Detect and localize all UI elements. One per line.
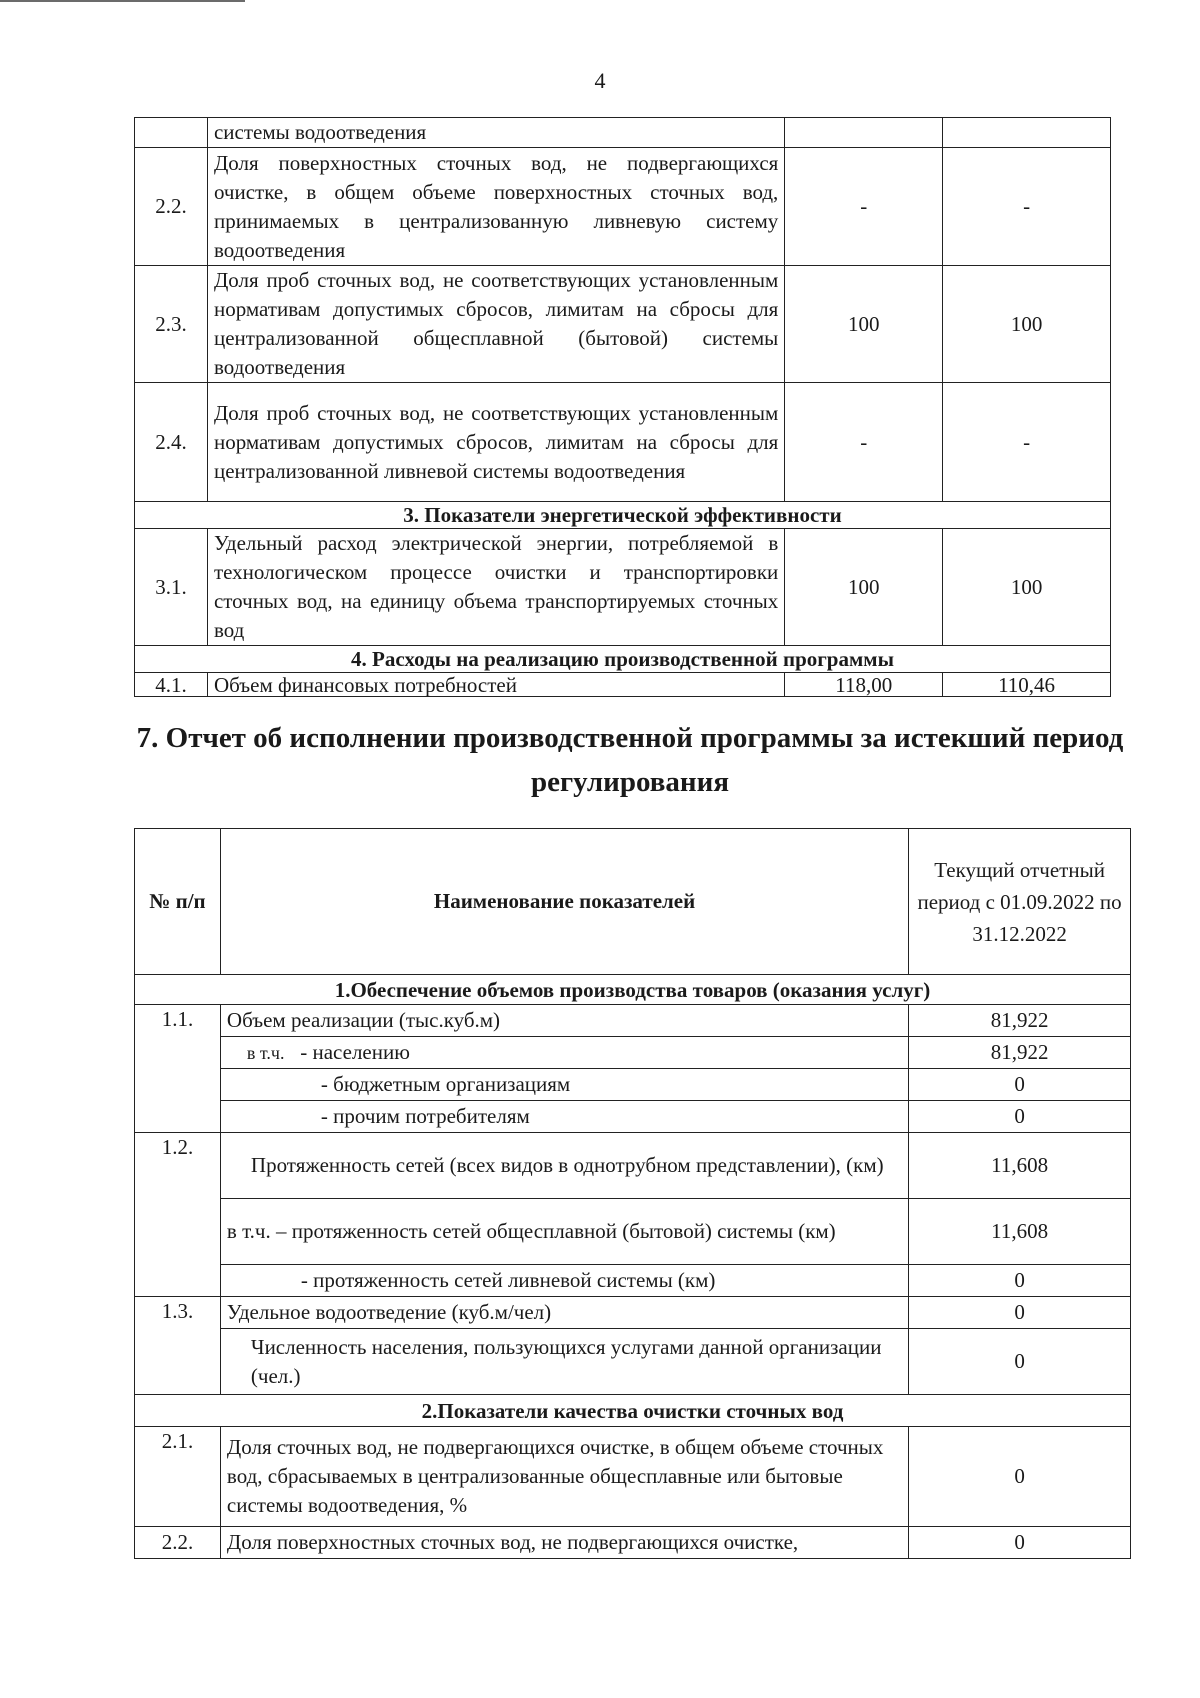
table-row xyxy=(135,1101,1131,1133)
indicator-value: 0 xyxy=(909,1527,1131,1559)
scan-edge-line xyxy=(0,0,245,2)
table-row xyxy=(135,1265,1131,1297)
indicator-value: 81,922 xyxy=(909,1005,1131,1037)
section-heading: 2.Показатели качества очистки сточных вод xyxy=(135,1395,1131,1427)
table-row xyxy=(135,1069,1131,1101)
column-header-period: Текущий отчетный период с 01.09.2022 по 31.12.2022 xyxy=(909,829,1131,975)
indicator-value: 0 xyxy=(909,1069,1131,1101)
indicators-table-continued xyxy=(134,117,1111,697)
row-number: 1.3. xyxy=(135,1297,221,1395)
indicator-name: Доля поверхностных сточных вод, не подвергающихся очистке, xyxy=(220,1527,908,1559)
indicator-name: в т.ч. – протяженность сетей общесплавной (бытовой) системы (км) xyxy=(220,1199,908,1265)
table-row xyxy=(135,1297,1131,1329)
section-heading: 4. Расходы на реализацию производственной программы xyxy=(135,646,1111,673)
row-number: 3.1. xyxy=(135,529,208,646)
indicator-value xyxy=(943,118,1111,148)
indicator-value: - xyxy=(785,148,943,266)
column-header-number: № п/п xyxy=(135,829,221,975)
indicator-value: 0 xyxy=(909,1427,1131,1527)
prefix-label: в т.ч. xyxy=(246,1042,285,1063)
table-row xyxy=(135,118,1111,148)
indicator-name: - протяженность сетей ливневой системы (км) xyxy=(220,1265,908,1297)
indicator-value: - xyxy=(785,383,943,502)
row-number: 2.3. xyxy=(135,266,208,383)
row-number: 1.2. xyxy=(135,1133,221,1297)
table-row xyxy=(135,1329,1131,1395)
row-number: 2.1. xyxy=(135,1427,221,1527)
indicator-name: Доля поверхностных сточных вод, не подвергающихся очистке, в общем объеме поверхностных сточных вод, принимаемых в централизованную ливневую систему водоотведения xyxy=(207,148,784,266)
indicator-value: - xyxy=(943,148,1111,266)
indicator-name: Удельный расход электрической энергии, потребляемой в технологическом процессе очистки и транспортировки сточных вод, на единицу объема транспортируемых сточных вод xyxy=(207,529,784,646)
table-row xyxy=(135,1133,1131,1199)
indicator-value: 0 xyxy=(909,1329,1131,1395)
table-row xyxy=(135,148,1111,266)
indicator-name: Доля сточных вод, не подвергающихся очистке, в общем объеме сточных вод, сбрасываемых в централизованные общесплавные или бытовые системы водоотведения, % xyxy=(220,1427,908,1527)
indicator-name: системы водоотведения xyxy=(207,118,784,148)
section-7-title: 7. Отчет об исполнении производственной программы за истекший период регулирования xyxy=(136,722,1124,798)
table-row xyxy=(135,1527,1131,1559)
table-row xyxy=(135,1199,1131,1265)
section-row xyxy=(135,646,1111,673)
table-row xyxy=(135,1037,1131,1069)
row-number: 1.1. xyxy=(135,1005,221,1133)
indicator-value: 11,608 xyxy=(909,1133,1131,1199)
table-row xyxy=(135,266,1111,383)
indicator-name: Численность населения, пользующихся услугами данной организации (чел.) xyxy=(220,1329,908,1395)
indicator-name: - бюджетным организациям xyxy=(220,1069,908,1101)
row-number: 2.2. xyxy=(135,1527,221,1559)
row-number: 2.4. xyxy=(135,383,208,502)
indicator-value: 11,608 xyxy=(909,1199,1131,1265)
section-row xyxy=(135,1395,1131,1427)
indicator-value xyxy=(785,118,943,148)
indicator-value: - xyxy=(943,383,1111,502)
indicator-name: Объем финансовых потребностей xyxy=(207,673,784,697)
indicator-value: 0 xyxy=(909,1265,1131,1297)
indicator-name: Доля проб сточных вод, не соответствующих установленным нормативам допустимых сбросов, лимитам на сбросы для централизованной общесплавной (бытовой) системы водоотведения xyxy=(207,266,784,383)
program-report-table xyxy=(134,828,1131,1559)
section-row xyxy=(135,975,1131,1005)
indicator-name: Удельное водоотведение (куб.м/чел) xyxy=(220,1297,908,1329)
indicator-value: 100 xyxy=(943,529,1111,646)
table-row xyxy=(135,1005,1131,1037)
section-heading: 3. Показатели энергетической эффективности xyxy=(135,502,1111,529)
indicator-value: 118,00 xyxy=(785,673,943,697)
table-row xyxy=(135,673,1111,697)
indicator-value: 100 xyxy=(943,266,1111,383)
indicator-name xyxy=(220,1037,908,1069)
section-row xyxy=(135,502,1111,529)
table-row xyxy=(135,383,1111,502)
row-number: 4.1. xyxy=(135,673,208,697)
page-number: 4 xyxy=(594,68,606,93)
indicator-name: - прочим потребителям xyxy=(220,1101,908,1133)
indicator-name: Протяженность сетей (всех видов в однотрубном представлении), (км) xyxy=(220,1133,908,1199)
indicator-value: 0 xyxy=(909,1297,1131,1329)
indicator-value: 100 xyxy=(785,529,943,646)
table-row xyxy=(135,1427,1131,1527)
row-number xyxy=(135,118,208,148)
indicator-name: Объем реализации (тыс.куб.м) xyxy=(220,1005,908,1037)
indicator-value: 100 xyxy=(785,266,943,383)
sub-indicator-label: - населению xyxy=(300,1039,410,1064)
table-row xyxy=(135,529,1111,646)
indicator-value: 0 xyxy=(909,1101,1131,1133)
section-heading: 1.Обеспечение объемов производства товаров (оказания услуг) xyxy=(135,975,1131,1005)
row-number: 2.2. xyxy=(135,148,208,266)
indicator-value: 81,922 xyxy=(909,1037,1131,1069)
indicator-value: 110,46 xyxy=(943,673,1111,697)
indicator-name: Доля проб сточных вод, не соответствующих установленным нормативам допустимых сбросов, лимитам на сбросы для централизованной ливневой системы водоотведения xyxy=(207,383,784,502)
column-header-name: Наименование показателей xyxy=(220,829,908,975)
table-header-row xyxy=(135,829,1131,975)
